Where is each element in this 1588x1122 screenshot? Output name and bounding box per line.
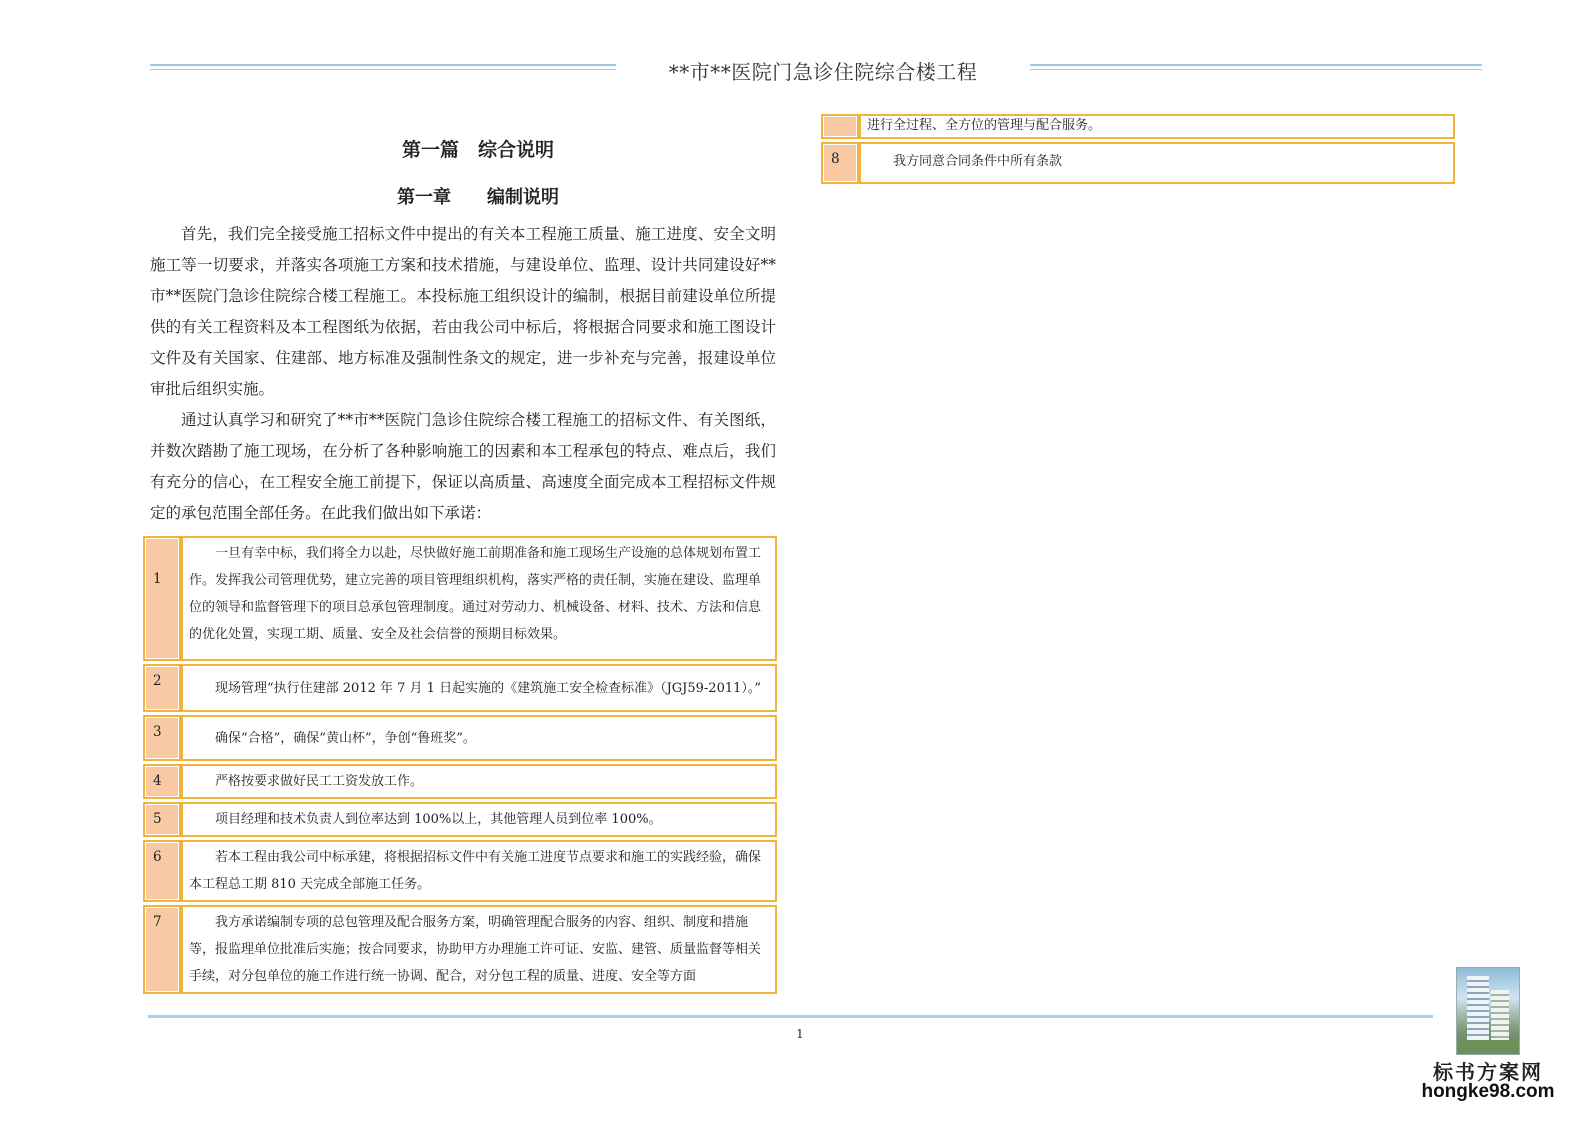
intro-paragraph-1 [150,219,776,405]
table-row [821,114,1455,139]
row-content [181,905,777,994]
row-number: 4 [143,764,181,799]
logo-name: 标书方案网 [1433,1060,1543,1084]
row-text: 现场管理“执行住建部 2012 年 7 月 1 日起实施的《建筑施工安全检查标准》（JGJ59-2011）。” [215,681,762,696]
row-number: 6 [143,840,181,902]
row-content [181,764,777,799]
row-text: 我方同意合同条件中所有条款 [893,154,1063,169]
site-logo [1418,963,1558,1113]
table-row [143,840,777,902]
table-row [143,536,777,661]
part-title: 第一篇 综合说明 [401,139,554,161]
row-content [181,715,777,761]
row-number: 5 [143,802,181,837]
row-content [181,536,777,661]
table-row [143,905,777,994]
promise-table-left [143,533,777,997]
paragraph-text: 通过认真学习和研究了**市**医院门急诊住院综合楼工程施工的招标文件、有关图纸，并数次踏勘了施工现场，在分析了各种影响施工的因素和本工程承包的特点、难点后，我们有充分的信心，在工程安全施工前提下，保证以高质量、高速度全面完成本工程招标文件规定的承包范围全部任务。在此我们做出如下承诺： [150,411,776,522]
chapter-title: 第一章 编制说明 [397,187,559,208]
row-number: 2 [143,664,181,712]
promise-table-right [821,111,1455,187]
row-text: 严格按要求做好民工工资发放工作。 [215,774,424,789]
row-number [821,114,859,139]
row-number: 3 [143,715,181,761]
row-text: 进行全过程、全方位的管理与配合服务。 [867,118,1102,133]
footer-rule [148,1015,1433,1018]
row-content [181,840,777,902]
table-row [821,142,1455,184]
header-rule-right [1030,64,1482,74]
row-text: 若本工程由我公司中标承建，将根据招标文件中有关施工进度节点要求和施工的实践经验，确保本工程总工期 810 天完成全部施工任务。 [189,850,762,892]
row-content [181,664,777,712]
table-row [143,715,777,761]
row-text: 项目经理和技术负责人到位率达到 100%以上，其他管理人员到位率 100%。 [215,812,662,827]
row-number: 7 [143,905,181,994]
building-photo [1456,967,1520,1055]
row-content [859,114,1455,139]
row-number: 1 [143,536,181,661]
intro-paragraph-2 [150,405,776,529]
logo-url: hongke98.com [1421,1081,1555,1102]
page-number: 1 [796,1027,804,1041]
row-content [859,142,1455,184]
header-rule-left [150,64,616,74]
row-text: 我方承诺编制专项的总包管理及配合服务方案，明确管理配合服务的内容、组织、制度和措施等，报监理单位批准后实施；按合同要求，协助甲方办理施工许可证、安监、建管、质量监督等相关手续，对分包单位的施工作进行统一协调、配合，对分包工程的质量、进度、安全等方面 [189,915,762,984]
row-text: 确保“合格”，确保“黄山杯”，争创“鲁班奖”。 [215,731,476,746]
paragraph-text: 首先，我们完全接受施工招标文件中提出的有关本工程施工质量、施工进度、安全文明施工等一切要求，并落实各项施工方案和技术措施，与建设单位、监理、设计共同建设好**市**医院门急诊住院综合楼工程施工。本投标施工组织设计的编制，根据目前建设单位所提供的有关工程资料及本工程图纸为依据，若由我公司中标后，将根据合同要求和施工图设计文件及有关国家、住建部、地方标准及强制性条文的规定，进一步补充与完善，报建设单位审批后组织实施。 [150,225,776,398]
row-number: 8 [821,142,859,184]
table-row [143,664,777,712]
table-row [143,802,777,837]
header-title: **市**医院门急诊住院综合楼工程 [668,60,978,84]
table-row [143,764,777,799]
row-content [181,802,777,837]
row-text: 一旦有幸中标，我们将全力以赴，尽快做好施工前期准备和施工现场生产设施的总体规划布置工作。发挥我公司管理优势，建立完善的项目管理组织机构，落实严格的责任制，实施在建设、监理单位的领导和监督管理下的项目总承包管理制度。通过对劳动力、机械设备、材料、技术、方法和信息的优化处置，实现工期、质量、安全及社会信誉的预期目标效果。 [189,546,762,642]
